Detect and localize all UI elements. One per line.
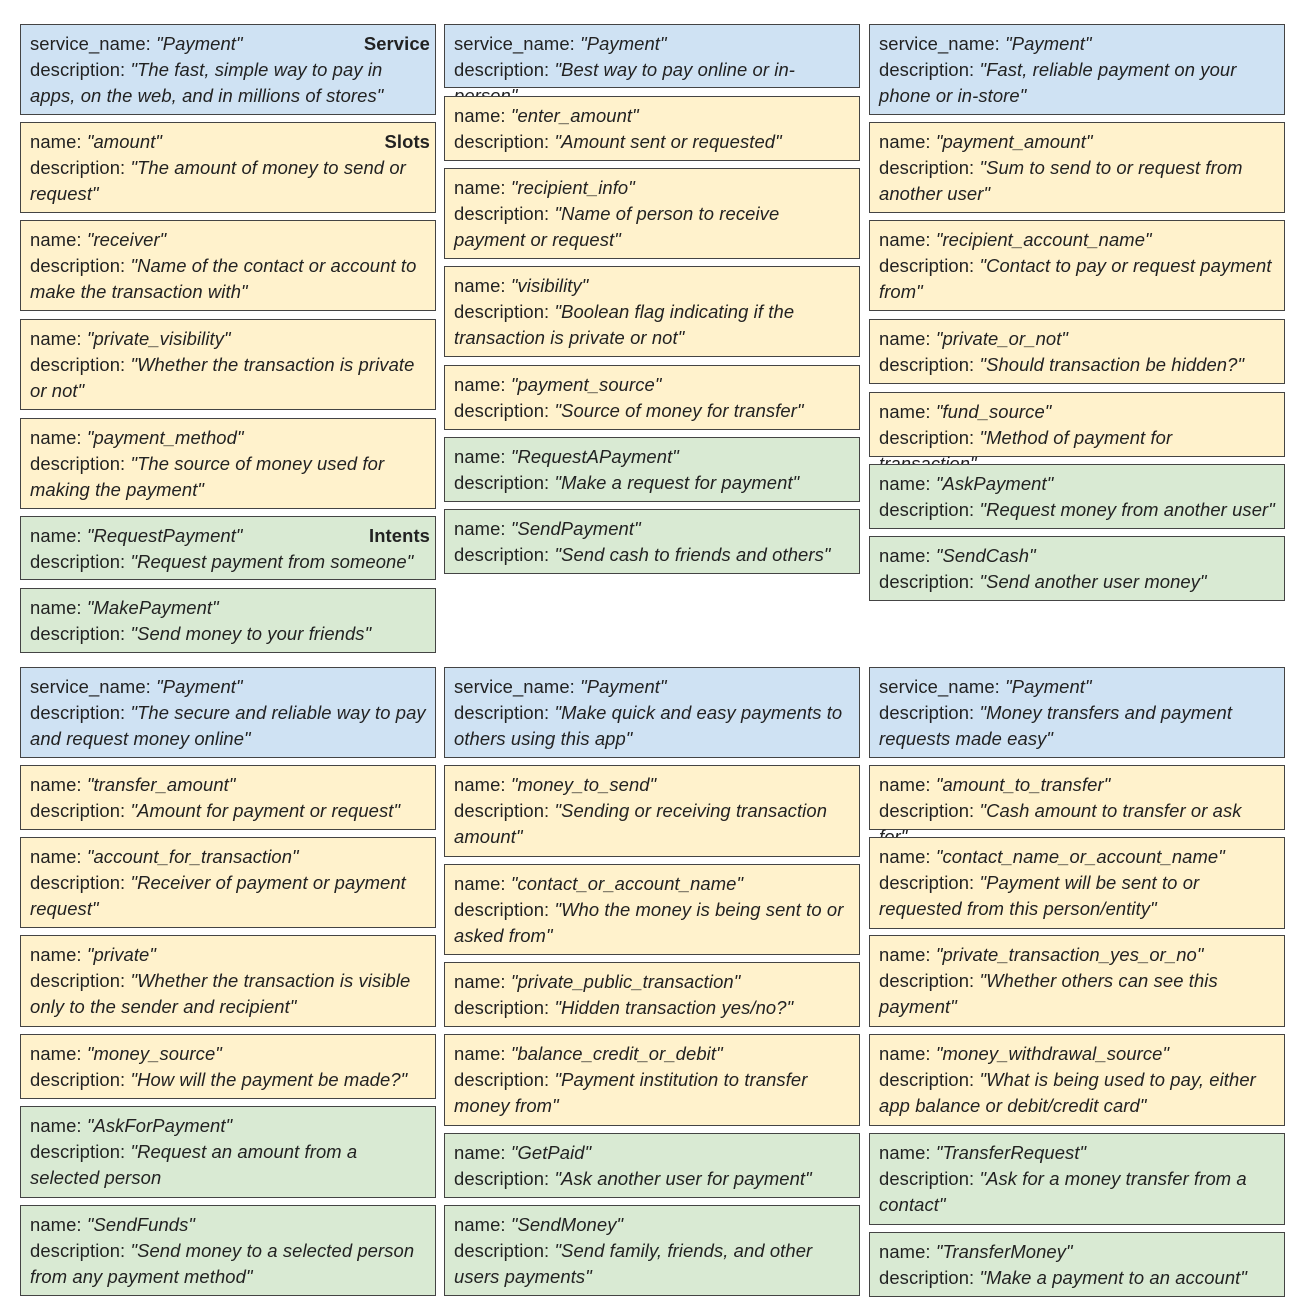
slot-box [20,935,436,1027]
description-line-key: description: [879,157,980,178]
description-line [454,1166,850,1192]
description-line [30,352,426,404]
name-line-key: name: [30,944,87,965]
description-line-value: "Amount sent or requested" [554,131,782,152]
slot-box [444,168,860,259]
description-line-value: "Make a request for payment" [554,472,800,493]
description-line-value: "Send cash to friends and others" [554,544,831,565]
description-line-value: "Who the money is being sent to or asked from" [454,899,844,946]
name-line [454,1041,850,1067]
name-line-value: "fund_source" [935,401,1052,422]
slot-box [869,392,1285,457]
name-line-value: "RequestAPayment" [510,446,679,467]
description-line-key: description: [454,899,555,920]
name-line [30,425,426,451]
name-line [454,516,850,542]
name-line-key: service_name: [30,33,157,54]
name-line-value: "transfer_amount" [86,774,236,795]
description-line-key: description: [454,472,555,493]
slot-box [444,1034,860,1126]
name-line-value: "SendFunds" [86,1214,196,1235]
intent-box [869,536,1285,601]
description-line-value: "Send money to your friends" [130,623,372,644]
description-line-value: "Contact to pay or request payment from" [879,255,1272,302]
service-box [20,667,436,758]
name-line [879,942,1275,968]
description-line [454,398,850,424]
name-line-value: "amount_to_transfer" [935,774,1111,795]
name-line-key: name: [879,1142,936,1163]
description-line [30,798,426,824]
name-line-key: name: [454,1142,511,1163]
description-line-value: "Fast, reliable payment on your phone or in-store" [879,59,1237,106]
name-line-key: name: [30,1214,87,1235]
name-line-key: service_name: [879,676,1006,697]
slot-box [444,864,860,955]
intent-box [869,1232,1285,1297]
name-line-value: "account_for_transaction" [86,846,299,867]
description-line-key: description: [30,1069,131,1090]
slot-box [444,962,860,1027]
intents-section-header: Intents [369,525,430,546]
name-line [30,1113,426,1139]
name-line-value: "enter_amount" [510,105,639,126]
description-line [879,700,1275,752]
name-line-key: name: [30,131,87,152]
service-box [20,24,436,115]
description-line-key: description: [454,301,555,322]
description-line-key: description: [30,157,131,178]
description-line-value: "Whether the transaction is private or not" [30,354,415,401]
name-line-value: "GetPaid" [510,1142,592,1163]
name-line-key: name: [454,105,511,126]
description-line-key: description: [879,59,980,80]
description-line-key: description: [879,1168,980,1189]
slot-box [20,319,436,410]
name-line-value: "SendPayment" [510,518,641,539]
name-line-value: "payment_source" [510,374,662,395]
description-line [879,870,1275,922]
name-line-key: name: [30,1043,87,1064]
name-line [30,844,426,870]
description-line-key: description: [454,1240,555,1261]
name-line-value: "Payment" [156,676,243,697]
intent-box [20,516,436,580]
description-line-value: "Boolean flag indicating if the transaction is private or not" [454,301,795,348]
name-line-value: "private_transaction_yes_or_no" [935,944,1204,965]
slot-box [869,765,1285,830]
description-line-value: "Should transaction be hidden?" [979,354,1245,375]
name-line-value: "contact_name_or_account_name" [935,846,1225,867]
description-line-key: description: [454,1069,555,1090]
name-line [30,772,426,798]
description-line-key: description: [879,255,980,276]
intent-box [20,588,436,653]
name-line-key: service_name: [454,33,581,54]
description-line [30,1139,426,1191]
name-line [879,1041,1275,1067]
description-line [454,470,850,496]
slot-box [444,765,860,857]
description-line-key: description: [454,400,555,421]
name-line [454,103,850,129]
name-line-value: "TransferRequest" [935,1142,1087,1163]
description-line [879,569,1275,595]
description-line-key: description: [879,970,980,991]
description-line-key: description: [879,872,980,893]
description-line-key: description: [879,800,980,821]
name-line-key: name: [879,846,936,867]
name-line-value: "recipient_info" [510,177,635,198]
name-line-key: name: [30,1115,87,1136]
slot-box [20,1034,436,1099]
name-line-value: "MakePayment" [86,597,219,618]
name-line-value: "AskForPayment" [86,1115,233,1136]
name-line-key: name: [30,427,87,448]
name-line-value: "Payment" [156,33,243,54]
description-line-value: "Name of person to receive payment or request" [454,203,780,250]
description-line-key: description: [879,1267,980,1288]
service-box [444,667,860,758]
slot-box [869,319,1285,384]
description-line-value: "The secure and reliable way to pay and request money online" [30,702,426,749]
description-line-key: description: [454,1168,555,1189]
name-line-key: name: [30,525,87,546]
name-line [30,129,426,155]
description-line [454,1238,850,1290]
intent-box [444,509,860,574]
name-line [879,326,1275,352]
description-line [30,621,426,647]
name-line-key: name: [879,944,936,965]
name-line [30,674,426,700]
description-line-key: description: [30,1240,131,1261]
name-line-key: name: [879,545,936,566]
slot-box [869,122,1285,213]
description-line-key: description: [879,499,980,520]
name-line-value: "private_or_not" [935,328,1069,349]
name-line-key: name: [879,774,936,795]
service-box [869,24,1285,115]
name-line-value: "visibility" [510,275,589,296]
name-line [879,129,1275,155]
name-line-value: "amount" [86,131,163,152]
name-line-key: name: [454,518,511,539]
name-line-key: service_name: [30,676,157,697]
description-line [454,1067,850,1119]
intent-box [20,1106,436,1198]
name-line-value: "private" [86,944,156,965]
description-line-value: "Source of money for transfer" [554,400,804,421]
description-line-key: description: [454,800,555,821]
name-line-key: name: [879,401,936,422]
description-line-key: description: [30,623,131,644]
name-line-key: name: [454,1214,511,1235]
service-box [869,667,1285,758]
name-line-key: service_name: [454,676,581,697]
name-line-value: "private_public_transaction" [510,971,741,992]
name-line [30,595,426,621]
name-line-key: name: [454,1043,511,1064]
description-line [879,1067,1275,1119]
name-line [454,175,850,201]
description-line-value: "Whether the transaction is visible only to the sender and recipient" [30,970,411,1017]
description-line [879,155,1275,207]
name-line-value: "Payment" [580,676,667,697]
description-line [879,497,1275,523]
description-line-key: description: [454,59,555,80]
name-line-key: name: [879,1043,936,1064]
name-line-key: service_name: [879,33,1006,54]
slot-box [869,1034,1285,1126]
name-line-value: "Payment" [1005,676,1092,697]
intent-box [869,464,1285,529]
name-line [879,31,1275,57]
description-line [879,968,1275,1020]
description-line-key: description: [30,255,131,276]
name-line-value: "TransferMoney" [935,1241,1073,1262]
intent-box [444,1205,860,1296]
name-line-value: "payment_amount" [935,131,1093,152]
name-line-key: name: [30,597,87,618]
name-line [454,1140,850,1166]
description-line [454,897,850,949]
name-line-value: "SendCash" [935,545,1036,566]
description-line [30,870,426,922]
name-line-key: name: [454,774,511,795]
description-line [30,700,426,752]
name-line [454,772,850,798]
description-line-value: "The source of money used for making the payment" [30,453,385,500]
description-line [454,798,850,850]
name-line-key: name: [454,446,511,467]
name-line [879,399,1275,425]
slot-box [20,122,436,213]
description-line-value: "Request payment from someone" [130,551,414,572]
description-line-value: "Make quick and easy payments to others using this app" [454,702,843,749]
name-line [30,227,426,253]
description-line-value: "Payment institution to transfer money from" [454,1069,808,1116]
slot-box [20,220,436,311]
name-line [879,1140,1275,1166]
description-line-key: description: [454,997,555,1018]
description-line [879,253,1275,305]
service-box [444,24,860,88]
description-line [879,57,1275,109]
description-line-key: description: [30,800,131,821]
description-line [879,1265,1275,1291]
slot-box [444,96,860,161]
slot-box [20,837,436,928]
description-line-value: "Ask another user for payment" [554,1168,812,1189]
description-line-value: "Send money to a selected person from any payment method" [30,1240,415,1287]
description-line-value: "Receiver of payment or payment request" [30,872,406,919]
name-line-value: "money_source" [86,1043,222,1064]
name-line-key: name: [454,374,511,395]
slot-box [869,935,1285,1027]
description-line-value: "Method of payment for [979,427,1173,448]
name-line-value: "payment_method" [86,427,244,448]
description-line-value: "Request an amount from a selected person [30,1141,358,1188]
description-line-key: description: [879,702,980,723]
description-line-key: description: [30,970,131,991]
description-line [30,1067,426,1093]
name-line [30,326,426,352]
name-line-key: name: [30,328,87,349]
description-line [454,700,850,752]
name-line [454,372,850,398]
name-line-value: "recipient_account_name" [935,229,1152,250]
description-line [30,1238,426,1290]
description-line-key: description: [454,544,555,565]
description-line [454,542,850,568]
description-line-value: "Ask for a money transfer from a contact" [879,1168,1247,1215]
description-line-value: "How will the payment be made?" [130,1069,408,1090]
description-line-value: "Sum to send to or request from another user" [879,157,1243,204]
description-line-key: description: [30,872,131,893]
intent-box [444,437,860,502]
name-line-key: name: [454,275,511,296]
name-line-value: "AskPayment" [935,473,1054,494]
description-line-key: description: [30,551,131,572]
description-line-value: "Money transfers and payment requests made easy" [879,702,1233,749]
description-line-key: description: [30,59,131,80]
description-line [30,155,426,207]
name-line-key: name: [454,971,511,992]
name-line [879,1239,1275,1265]
description-line [30,451,426,503]
name-line-value: "Payment" [580,33,667,54]
intent-box [444,1133,860,1198]
description-line-value: "Cash amount to transfer or ask [979,800,1242,821]
description-line [879,352,1275,378]
name-line [454,674,850,700]
description-line-key: description: [30,702,131,723]
description-line [454,995,850,1021]
description-line [454,129,850,155]
name-line [454,969,850,995]
description-line-key: description: [454,702,555,723]
name-line-key: name: [30,846,87,867]
slot-box [869,220,1285,311]
name-line [454,31,850,57]
service-section-header: Service [363,33,430,54]
description-line-value: "Amount for payment or request" [130,800,401,821]
description-line-key: description: [879,1069,980,1090]
description-line-key: description: [879,571,980,592]
name-line-key: name: [879,328,936,349]
name-line [879,471,1275,497]
name-line-value: "RequestPayment" [86,525,243,546]
name-line-key: name: [879,229,936,250]
name-line-key: name: [879,473,936,494]
slot-box [444,365,860,430]
description-line [454,201,850,253]
description-line-value: "Best way to pay online or in- [554,59,796,80]
name-line-key: name: [454,177,511,198]
description-line-value: "Request money from another user" [979,499,1275,520]
description-line-key: description: [454,131,555,152]
name-line-value: "private_visibility" [86,328,231,349]
description-line-key: description: [454,203,555,224]
description-line-value: "Hidden transaction yes/no?" [554,997,794,1018]
description-line-value: "The fast, simple way to pay in apps, on the web, and in millions of stores" [30,59,384,106]
name-line [454,871,850,897]
description-line-value: "What is being used to pay, either app balance or debit/credit card" [879,1069,1256,1116]
intent-box [869,1133,1285,1225]
description-line-value: "Send another user money" [979,571,1207,592]
description-line-key: description: [30,354,131,375]
name-line [879,674,1275,700]
name-line [30,942,426,968]
description-line-value: "The amount of money to send or request" [30,157,406,204]
description-line [454,299,850,351]
name-line [454,444,850,470]
name-line-value: "money_withdrawal_source" [935,1043,1170,1064]
name-line [30,523,426,549]
name-line-value: "SendMoney" [510,1214,624,1235]
slot-box [20,765,436,830]
name-line-key: name: [30,229,87,250]
description-line-key: description: [879,427,980,448]
intent-box [20,1205,436,1296]
name-line [30,1041,426,1067]
name-line [454,1212,850,1238]
name-line-value: "Payment" [1005,33,1092,54]
name-line [454,273,850,299]
name-line [30,1212,426,1238]
name-line [879,772,1275,798]
name-line-key: name: [30,774,87,795]
name-line-value: "contact_or_account_name" [510,873,744,894]
description-line [30,549,426,575]
description-line-key: description: [30,1141,131,1162]
description-line [30,253,426,305]
name-line [879,227,1275,253]
name-line-value: "money_to_send" [510,774,657,795]
slot-box [444,266,860,357]
description-line [879,1166,1275,1218]
description-line [30,968,426,1020]
name-line [879,844,1275,870]
name-line [879,543,1275,569]
description-line-value: "Payment will be sent to or requested from this person/entity" [879,872,1200,919]
description-line-value: "Sending or receiving transaction amount" [454,800,828,847]
description-line-key: description: [30,453,131,474]
name-line-key: name: [879,131,936,152]
slot-box [869,837,1285,929]
name-line-key: name: [454,873,511,894]
slot-box [20,418,436,509]
description-line-value: "Name of the contact or account to make the transaction with" [30,255,417,302]
description-line-value: "Whether others can see this payment" [879,970,1218,1017]
slots-section-header: Slots [384,131,430,152]
description-line-value: "Send family, friends, and other users payments" [454,1240,813,1287]
name-line-value: "receiver" [86,229,167,250]
description-line [30,57,426,109]
description-line-key: description: [879,354,980,375]
description-line-value: "Make a payment to an account" [979,1267,1248,1288]
name-line-key: name: [879,1241,936,1262]
name-line-value: "balance_credit_or_debit" [510,1043,723,1064]
